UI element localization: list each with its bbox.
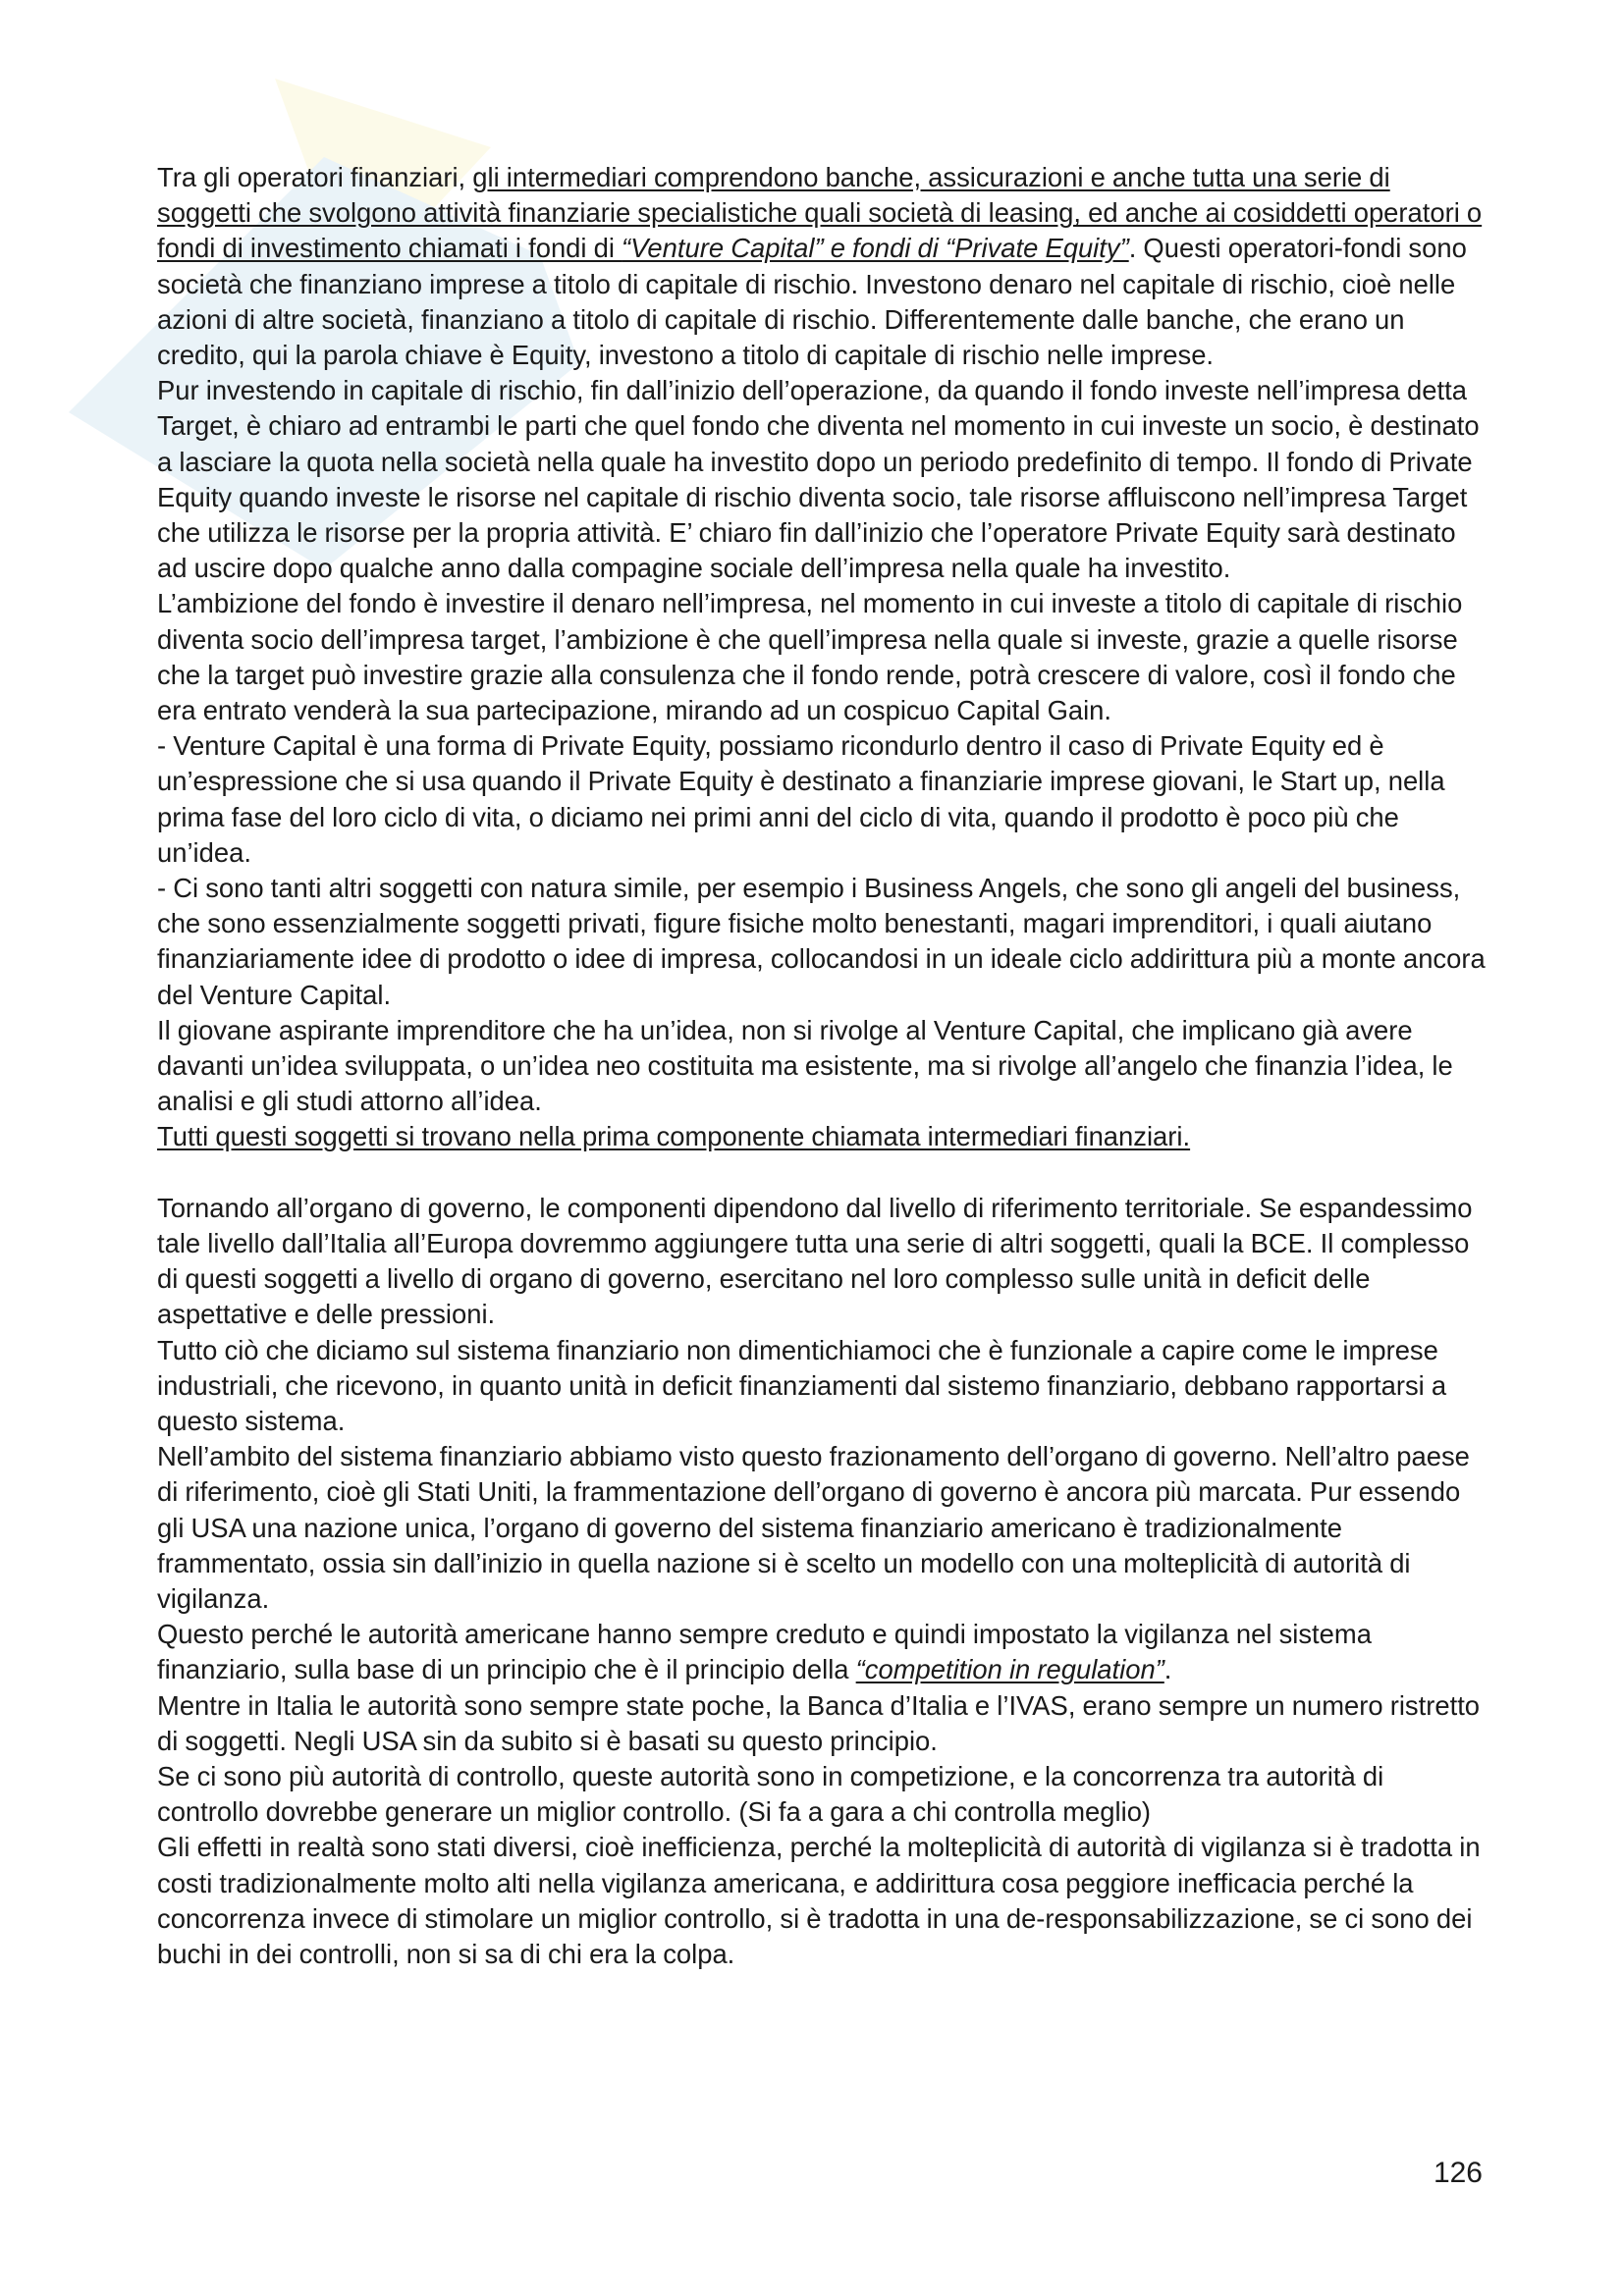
- text-segment: gli intermediari comprendono banche, assicurazioni e anche tutta una serie di soggetti che svolgono attività finanziarie specialistiche quali società di leasing, ed anche ai cosiddetti operatori o fondi di investimento chiamati i fondi di: [157, 162, 1483, 264]
- paragraph: [157, 728, 1488, 871]
- document-page: [157, 160, 1488, 1972]
- text-segment: Il giovane aspirante imprenditore che ha un’idea, non si rivolge al Venture Capital, che implicano già avere davanti un’idea sviluppata, o un’idea neo costituita ma esistente, ma si rivolge all’angelo che finanzia l’idea, le analisi e gli studi attorno all’idea.: [157, 1014, 1453, 1117]
- paragraph: [157, 1333, 1488, 1440]
- text-segment: Se ci sono più autorità di controllo, queste autorità sono in competizione, e la concorrenza tra autorità di controllo dovrebbe generare un miglior controllo. (Si fa a gara a chi controlla meglio): [157, 1760, 1384, 1828]
- text-segment: L’ambizione del fondo è investire il denaro nell’impresa, nel momento in cui investe a titolo di capitale di rischio diventa socio dell’impresa target, l’ambizione è che quell’impresa nella quale si investe, grazie a quelle risorse che la target può investire grazie alla consulenza che il fondo rende, potrà crescere di valore, così il fondo che era entrato venderà la sua partecipazione, mirando ad un cospicuo Capital Gain.: [157, 588, 1463, 726]
- paragraph: [157, 586, 1488, 728]
- paragraph: [157, 1759, 1488, 1830]
- text-segment: Tutto ciò che diciamo sul sistema finanziario non dimentichiamoci che è funzionale a capire come le imprese industriali, che ricevono, in quanto unità in deficit finanziamenti dal sistemo finanziario, debbano rapportarsi a questo sistema.: [157, 1334, 1447, 1436]
- text-segment: “competition in regulation”: [855, 1654, 1164, 1685]
- page-number: 126: [1433, 2157, 1483, 2189]
- text-segment: “Venture Capital” e fondi di “Private Equity”: [622, 233, 1129, 264]
- text-segment: Pur investendo in capitale di rischio, fin dall’inizio dell’operazione, da quando il fondo investe nell’impresa detta Target, è chiaro ad entrambi le parti che quel fondo che diventa nel momento in cui investe un socio, è destinato a lasciare la quota nella società nella quale ha investito dopo un periodo predefinito di tempo. Il fondo di Private Equity quando investe le risorse nel capitale di rischio diventa socio, tale risorse affluiscono nell’impresa Target che utilizza le risorse per la propria attività. E’ chiaro fin dall’inizio che l’operatore Private Equity sarà destinato ad uscire dopo qualche anno dalla compagine sociale dell’impresa nella quale ha investito.: [157, 375, 1480, 584]
- paragraph: [157, 160, 1488, 373]
- paragraph: [157, 373, 1488, 586]
- paragraph: [157, 1013, 1488, 1120]
- paragraph: [157, 1119, 1488, 1154]
- text-segment: - Venture Capital è una forma di Private Equity, possiamo ricondurlo dentro il caso di Private Equity ed è un’espressione che si usa quando il Private Equity è destinato a finanziarie imprese giovani, le Start up, nella prima fase del loro ciclo di vita, o diciamo nei primi anni del ciclo di vita, quando il prodotto è poco più che un’idea.: [157, 730, 1445, 868]
- text-segment: . Questi operatori-fondi sono società che finanziano imprese a titolo di capitale di rischio. Investono denaro nel capitale di rischio, cioè nelle azioni di altre società, finanziano a titolo di capitale di rischio. Differentemente dalle banche, che erano un credito, qui la parola chiave è Equity, investono a titolo di capitale di rischio nelle imprese.: [157, 233, 1467, 371]
- paragraph-gap: [157, 1155, 1488, 1191]
- paragraph: [157, 1688, 1488, 1759]
- text-segment: Tra gli operatori finanziari,: [157, 162, 473, 192]
- paragraph: [157, 871, 1488, 1013]
- paragraph: [157, 1830, 1488, 1972]
- text-segment: Tutti questi soggetti si trovano nella prima componente chiamata intermediari finanziari.: [157, 1121, 1191, 1152]
- text-segment: Questo perché le autorità americane hanno sempre creduto e quindi impostato la vigilanza nel sistema finanziario, sulla base di un principio che è il principio della: [157, 1619, 1372, 1685]
- paragraph: [157, 1439, 1488, 1617]
- paragraph: [157, 1191, 1488, 1333]
- text-segment: Tornando all’organo di governo, le componenti dipendono dal livello di riferimento territoriale. Se espandessimo tale livello dall’Italia all’Europa dovremmo aggiungere tutta una serie di altri soggetti, quali la BCE. Il complesso di questi soggetti a livello di organo di governo, esercitano nel loro complesso sulle unità in deficit delle aspettative e delle pressioni.: [157, 1192, 1473, 1330]
- text-segment: .: [1163, 1654, 1172, 1685]
- text-segment: Nell’ambito del sistema finanziario abbiamo visto questo frazionamento dell’organo di governo. Nell’altro paese di riferimento, cioè gli Stati Uniti, la frammentazione dell’organo di governo è ancora più marcata. Pur essendo gli USA una nazione unica, l’organo di governo del sistema finanziario americano è tradizionalmente frammentato, ossia sin dall’inizio in quella nazione si è scelto un modello con una molteplicità di autorità di vigilanza.: [157, 1441, 1470, 1614]
- text-segment: Gli effetti in realtà sono stati diversi, cioè inefficienza, perché la molteplicità di autorità di vigilanza si è tradotta in costi tradizionalmente molto alti nella vigilanza americana, e addirittura cosa peggiore inefficacia perché la concorrenza invece di stimolare un miglior controllo, si è tradotta in una de-responsabilizzazione, se ci sono dei buchi in dei controlli, non si sa di chi era la colpa.: [157, 1832, 1481, 1969]
- text-segment: Mentre in Italia le autorità sono sempre state poche, la Banca d’Italia e l’IVAS, erano sempre un numero ristretto di soggetti. Negli USA sin da subito si è basati su questo principio.: [157, 1689, 1481, 1756]
- text-segment: - Ci sono tanti altri soggetti con natura simile, per esempio i Business Angels, che sono gli angeli del business, che sono essenzialmente soggetti privati, figure fisiche molto benestanti, magari imprenditori, i quali aiutano finanziariamente idee di prodotto o idee di impresa, collocandosi in un ideale ciclo addirittura più a monte ancora del Venture Capital.: [157, 873, 1486, 1010]
- paragraph: [157, 1617, 1488, 1687]
